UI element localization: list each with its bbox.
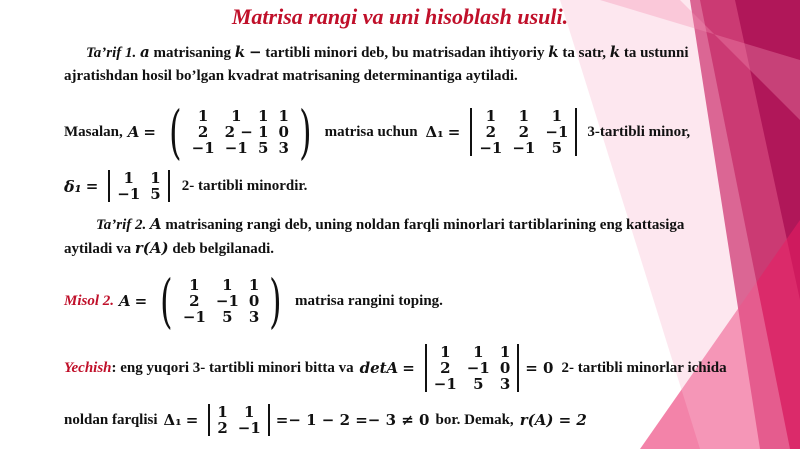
matrix-cell: 1 [222,276,233,294]
conclusion-calc: =− 1 − 2 =− 3 ≠ 0 [275,411,430,429]
det-matrix-table [429,344,515,392]
definition-1-text-2: tartibli minori deb, bu matrisadan ihtiyoriy [265,45,545,61]
conclusion-text-1: noldan farqlisi [64,411,158,428]
right-bar [168,170,170,202]
minor-2x2 [106,170,171,202]
matrix-cell: 5 [551,139,563,157]
matrix-cell: 1 [551,107,563,125]
definition-2-line-1 [96,214,684,235]
left-bar [470,108,472,156]
matrix-misol-table [178,277,264,325]
definition-2-text-2b: deb belgilanadi. [172,241,275,257]
matrix-cell: 1 [197,107,209,125]
definition-1-text-3: ta satr, [562,45,606,61]
matrix-cell: 2 [197,123,209,141]
matrix-row [178,277,264,293]
matrix-cell: 0 [248,292,260,310]
matrix-row [112,186,165,202]
definition-2-label: Ta’rif 2. [96,217,147,233]
matrix-A-table [187,108,294,156]
example-2-row [64,168,307,204]
matrix-row [187,124,294,140]
var-k-2: k [548,43,559,61]
matrix-cell: 1 [440,343,451,361]
equals-2: = [447,123,461,141]
left-paren: ( [169,98,182,166]
matrix-row [187,108,294,124]
matrix-row [429,376,515,392]
det-A: detA [359,359,399,377]
var-k-3: k [609,43,621,61]
equals: = [143,123,156,141]
matrix-cell: 1 [123,169,134,187]
dash: − [248,43,262,61]
matrix-row [187,140,294,156]
equals-5: = [402,359,415,377]
example-1-prefix: Masalan, [64,123,123,140]
matrix-cell: 5 [258,139,269,157]
minor-3x3-table [474,108,573,156]
matrix-cell: 5 [150,185,161,203]
matrix-cell: −1 [215,292,239,310]
matrix-cell: 2 − 1 [224,123,269,141]
small-delta-1: δ₁ [64,176,82,196]
rank-result: r(A) = 2 [519,411,587,429]
det-result: = 0 [525,359,554,377]
matrix-cell: 1 [231,107,242,125]
matrix-cell: −1 [224,139,248,157]
left-paren: ( [160,267,173,335]
matrix-cell: 1 [189,276,200,294]
delta-1: Δ₁ [425,123,444,141]
definition-1-text-4: ta ustunni [623,45,689,61]
example-1-suffix: 3-tartibli minor, [587,123,691,140]
left-bar [425,344,427,392]
matrix-row [474,140,573,156]
delta-1-last: Δ₁ [163,411,182,429]
definition-2-text-2a: aytiladi va [64,241,132,257]
example-1-middle: matrisa uchun [324,123,418,140]
matrix-cell: 3 [248,308,260,326]
matrix-cell: 2 [518,123,530,141]
yechish-label: Yechish [64,359,112,376]
matrix-cell: −1 [433,375,457,393]
definition-1-line-1 [86,42,689,63]
matrix-cell: −1 [466,359,490,377]
matrix-row [212,404,265,420]
matrix-cell: −1 [191,139,215,157]
equals-4: = [134,292,148,310]
misol-2-suffix: matrisa rangini toping. [294,292,443,309]
definition-1-line-2: ajratishdan hosil bo’lgan kvadrat matrisaning determinantiga aytiladi. [64,68,518,84]
slide-title: Matrisa rangi va uni hisoblash usuli. [231,4,569,29]
matrix-cell: −1 [237,419,261,437]
matrix-A [164,98,317,166]
matrix-row [474,124,573,140]
definition-1-text-1: matrisaning [153,45,232,61]
matrix-cell: 1 [217,403,228,421]
matrix-cell: 2 [217,419,228,437]
matrix-cell: 1 [258,107,269,125]
matrix-cell: 1 [278,107,289,125]
matrix-row [212,420,265,436]
det-matrix [423,344,521,392]
right-bar [268,404,270,436]
var-A-def2: A [150,215,162,233]
var-a: a [140,43,150,61]
equals-3: = [85,177,99,195]
equals-6: = [185,411,199,429]
matrix-cell: 1 [248,276,260,294]
matrix-misol [155,267,287,335]
r-of-A: r(A) [134,239,169,257]
definition-2-text-1: matrisaning rangi deb, uning noldan farqli minorlari tartiblarining eng kattasiga [165,217,685,233]
matrix-cell: −1 [512,139,536,157]
matrix-cell: 2 [440,359,451,377]
matrix-cell: −1 [479,139,503,157]
matrix-cell: −1 [117,185,141,203]
matrix-cell: 0 [499,359,511,377]
matrix-row [474,108,573,124]
matrix-cell: 1 [518,107,530,125]
yechish-row [64,340,727,396]
left-bar [108,170,110,202]
matrix-cell: −1 [545,123,569,141]
right-paren: ) [299,98,312,166]
var-k: k [234,43,246,61]
matrix-cell: 5 [473,375,484,393]
matrix-cell: 0 [278,123,289,141]
matrix-cell: 1 [150,169,161,187]
var-A-misol: A [119,292,131,310]
matrix-row [178,309,264,325]
matrix-cell: 5 [222,308,233,326]
conclusion-row [64,402,587,438]
matrix-cell: 2 [189,292,200,310]
right-bar [575,108,577,156]
matrix-row [112,170,165,186]
minor-2x2-table [112,170,165,202]
minor-3x3 [468,108,579,156]
yechish-text-2: 2- tartibli minorlar ichida [561,359,727,376]
matrix-cell: 3 [499,375,511,393]
conclusion-text-2: bor. Demak, [435,411,514,428]
misol-2-row [64,267,443,335]
yechish-text-1: : eng yuqori 3- tartibli minori bitta va [111,359,354,376]
matrix-row [429,344,515,360]
minor-2x2-last-table [212,404,265,436]
matrix-cell: 2 [485,123,497,141]
matrix-cell: 1 [244,403,255,421]
right-bar [517,344,519,392]
left-bar [208,404,210,436]
misol-2-label: Misol 2. [64,292,115,309]
definition-1-label: Ta’rif 1. [86,45,137,61]
matrix-cell: 1 [499,343,511,361]
right-paren: ) [269,267,282,335]
matrix-cell: 3 [278,139,289,157]
minor-2x2-last [206,404,271,436]
matrix-row [429,360,515,376]
var-A: A [127,123,140,141]
matrix-cell: 1 [485,107,497,125]
definition-2-line-2 [64,238,274,259]
example-2-suffix: 2- tartibli minordir. [181,177,308,194]
example-1-row [64,98,691,166]
matrix-row [178,293,264,309]
matrix-cell: −1 [182,308,206,326]
matrix-cell: 1 [473,343,484,361]
